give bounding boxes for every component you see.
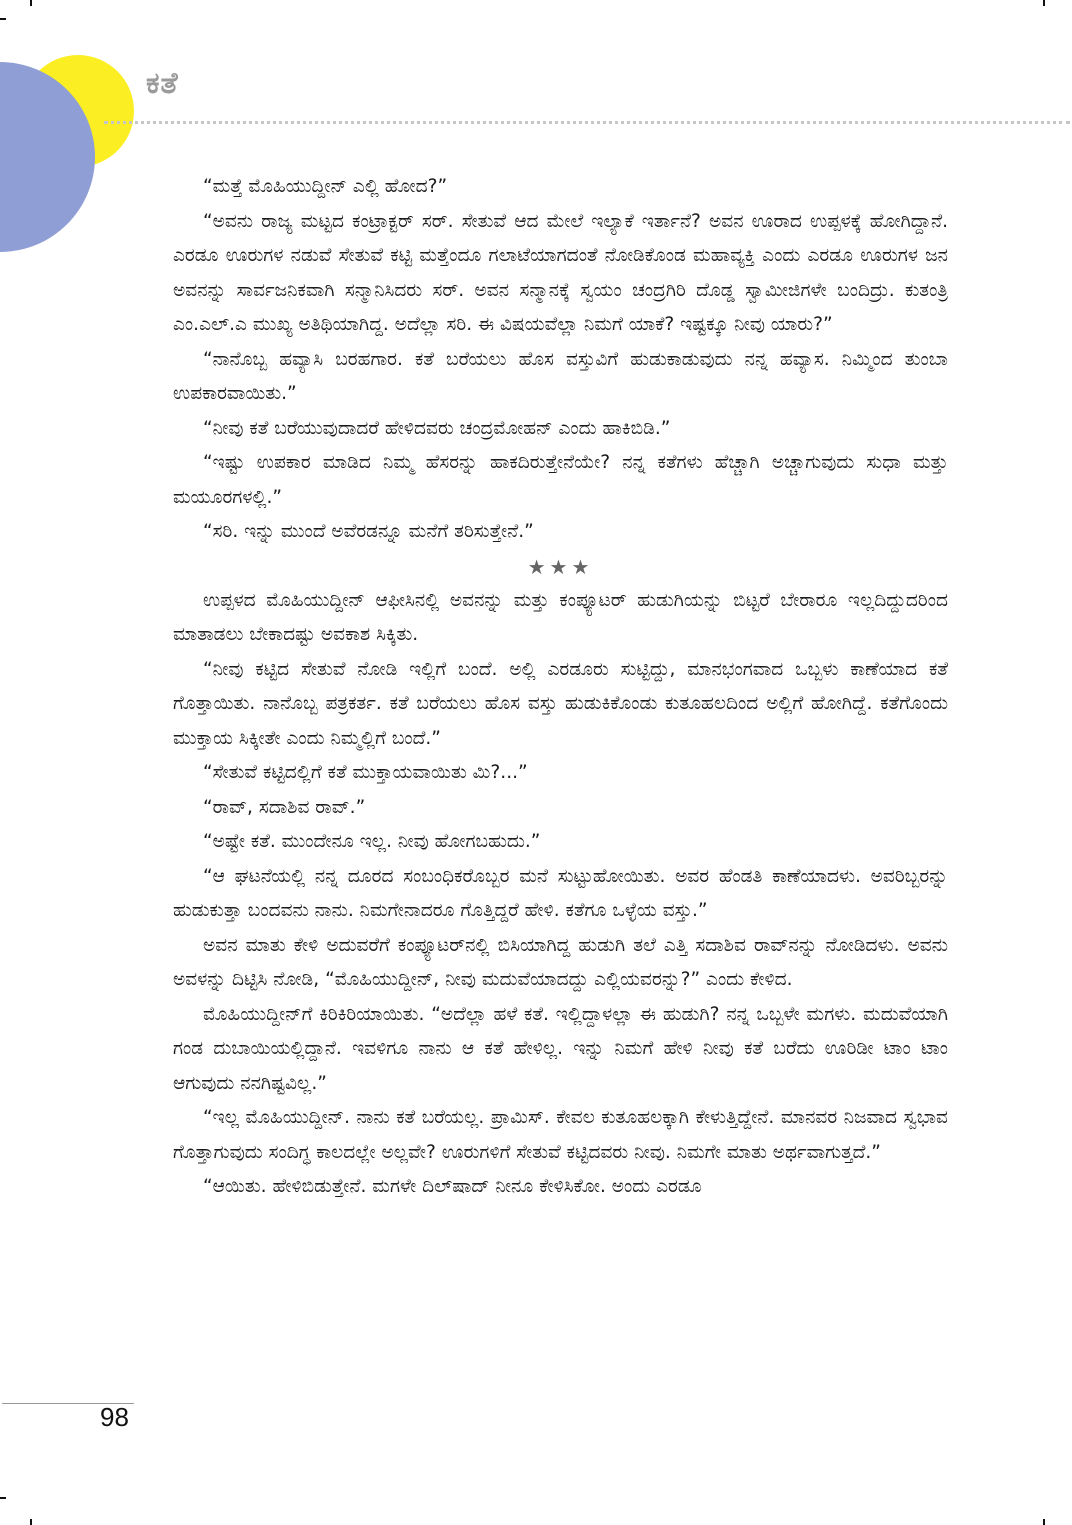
paragraph: “ಅವನು ರಾಜ್ಯ ಮಟ್ಟದ ಕಂಟ್ರಾಕ್ಟರ್ ಸರ್. ಸೇತುವೆ ಆದ ಮೇಲೆ ಇಲ್ಯಾಕೆ ಇರ್ತಾನೆ? ಅವನ ಊರಾದ ಉಪ್ಪಳಕ್ಕೆ ಹೋಗಿದ್ದಾನೆ. ಎರಡೂ ಊರುಗಳ ನಡುವೆ ಸೇತುವೆ ಕಟ್ಟಿ ಮತ್ತೆಂದೂ ಗಲಾಟೆಯಾಗದಂತೆ ನೋಡಿಕೊಂಡ ಮಹಾವ್ಯಕ್ತಿ ಎಂದು ಎರಡೂ ಊರುಗಳ ಜನ ಅವನನ್ನು ಸಾರ್ವಜನಿಕವಾಗಿ ಸನ್ಮಾನಿಸಿದರು ಸರ್. ಅವನ ಸನ್ಮಾನಕ್ಕೆ ಸ್ವಯಂ ಚಂದ್ರಗಿರಿ ದೊಡ್ಡ ಸ್ವಾಮೀಜಿಗಳೇ ಬಂದಿದ್ರು. ಕುತಂತ್ರಿ ಎಂ.ಎಲ್.ಎ ಮುಖ್ಯ ಅತಿಥಿಯಾಗಿದ್ದ. ಅದೆಲ್ಲಾ ಸರಿ. ಈ ವಿಷಯವೆಲ್ಲಾ ನಿಮಗೆ ಯಾಕೆ? ಇಷ್ಟಕ್ಕೂ ನೀವು ಯಾರು?” [173, 210, 948, 335]
paragraph: ಉಪ್ಪಳದ ಮೊಹಿಯುದ್ದೀನ್ ಆಫೀಸಿನಲ್ಲಿ ಅವನನ್ನು ಮತ್ತು ಕಂಪ್ಯೂಟರ್ ಹುಡುಗಿಯನ್ನು ಬಿಟ್ಟರೆ ಬೇರಾರೂ ಇಲ್ಲದಿದ್ದುದರಿಂದ ಮಾತಾಡಲು ಬೇಕಾದಷ್ಟು ಅವಕಾಶ ಸಿಕ್ಕಿತು. [173, 589, 948, 645]
paragraph: “ನಾನೊಬ್ಬ ಹವ್ಯಾಸಿ ಬರಹಗಾರ. ಕತೆ ಬರೆಯಲು ಹೊಸ ವಸ್ತುವಿಗೆ ಹುಡುಕಾಡುವುದು ನನ್ನ ಹವ್ಯಾಸ. ನಿಮ್ಮಿಂದ ತುಂಬಾ ಉಪಕಾರವಾಯಿತು.” [173, 348, 948, 404]
paragraph: ಅವನ ಮಾತು ಕೇಳಿ ಅದುವರೆಗೆ ಕಂಪ್ಯೂಟರ್‌ನಲ್ಲಿ ಬಿಸಿಯಾಗಿದ್ದ ಹುಡುಗಿ ತಲೆ ಎತ್ತಿ ಸದಾಶಿವ ರಾವ್‌ನನ್ನು ನೋಡಿದಳು. ಅವನು ಅವಳನ್ನು ದಿಟ್ಟಿಸಿ ನೋಡಿ, “ಮೊಹಿಯುದ್ದೀನ್, ನೀವು ಮದುವೆಯಾದದ್ದು ಎಲ್ಲಿಯವರನ್ನು?” ಎಂದು ಕೇಳಿದ. [173, 934, 948, 990]
paragraph: “ರಾವ್, ಸದಾಶಿವ ರಾವ್.” [203, 796, 366, 818]
paragraph: “ಆಯಿತು. ಹೇಳಿಬಿಡುತ್ತೇನೆ. ಮಗಳೇ ದಿಲ್‌ಷಾದ್ ನೀನೂ ಕೇಳಿಸಿಕೋ. ಅಂದು ಎರಡೂ [203, 1176, 702, 1197]
paragraph: “ಇಷ್ಟು ಉಪಕಾರ ಮಾಡಿದ ನಿಮ್ಮ ಹೆಸರನ್ನು ಹಾಕದಿರುತ್ತೇನೆಯೇ? ನನ್ನ ಕತೆಗಳು ಹೆಚ್ಚಾಗಿ ಅಚ್ಚಾಗುವುದು ಸುಧಾ ಮತ್ತು ಮಯೂರಗಳಲ್ಲಿ.” [173, 452, 948, 508]
header-dotted-rule [104, 121, 1070, 124]
crop-mark [1043, 0, 1045, 6]
paragraph: “ಅಷ್ಟೇ ಕತೆ. ಮುಂದೇನೂ ಇಲ್ಲ. ನೀವು ಹೋಗಬಹುದು.” [203, 831, 541, 852]
page-number: 98 [100, 1402, 129, 1432]
paragraph: “ಇಲ್ಲ ಮೊಹಿಯುದ್ದೀನ್. ನಾನು ಕತೆ ಬರೆಯಲ್ಲ. ಪ್ರಾಮಿಸ್. ಕೇವಲ ಕುತೂಹಲಕ್ಕಾಗಿ ಕೇಳುತ್ತಿದ್ದೇನೆ. ಮಾನವರ ನಿಜವಾದ ಸ್ವಭಾವ ಗೊತ್ತಾಗುವುದು ಸಂದಿಗ್ಧ ಕಾಲದಲ್ಲೇ ಅಲ್ಲವೇ? ಊರುಗಳಿಗೆ ಸೇತುವೆ ಕಟ್ಟಿದವರು ನೀವು. ನಿಮಗೇ ಮಾತು ಅರ್ಥವಾಗುತ್ತದೆ.” [173, 1107, 948, 1163]
section-title: ಕತೆ [146, 66, 179, 101]
paragraph: “ಆ ಘಟನೆಯಲ್ಲಿ ನನ್ನ ದೂರದ ಸಂಬಂಧಿಕರೊಬ್ಬರ ಮನೆ ಸುಟ್ಟುಹೋಯಿತು. ಅವರ ಹೆಂಡತಿ ಕಾಣೆಯಾದಳು. ಅವರಿಬ್ಬರನ್ನು ಹುಡುಕುತ್ತಾ ಬಂದವನು ನಾನು. ನಿಮಗೇನಾದರೂ ಗೊತ್ತಿದ್ದರೆ ಹೇಳಿ. ಕತೆಗೂ ಒಳ್ಳೆಯ ವಸ್ತು.” [173, 865, 948, 921]
crop-mark [1043, 1519, 1045, 1525]
paragraph: “ನೀವು ಕತೆ ಬರೆಯುವುದಾದರೆ ಹೇಳಿದವರು ಚಂದ್ರಮೋಹನ್ ಎಂದು ಹಾಕಿಬಿಡಿ.” [203, 417, 671, 439]
paragraph: “ಸೇತುವೆ ಕಟ್ಟಿದಲ್ಲಿಗೆ ಕತೆ ಮುಕ್ತಾಯವಾಯಿತು ಮಿ?...” [203, 762, 528, 783]
crop-mark [30, 0, 32, 6]
section-break-stars: ★★★ [527, 554, 594, 579]
paragraph: “ಸರಿ. ಇನ್ನು ಮುಂದೆ ಅವೆರಡನ್ನೂ ಮನೆಗೆ ತರಿಸುತ್ತೇನೆ.” [203, 521, 534, 542]
crop-mark [0, 18, 6, 20]
paragraph: ಮೊಹಿಯುದ್ದೀನ್‌ಗೆ ಕಿರಿಕಿರಿಯಾಯಿತು. “ಅದೆಲ್ಲಾ ಹಳೆ ಕತೆ. ಇಲ್ಲಿದ್ದಾಳಲ್ಲಾ ಈ ಹುಡುಗಿ? ನನ್ನ ಒಬ್ಬಳೇ ಮಗಳು. ಮದುವೆಯಾಗಿ ಗಂಡ ದುಬಾಯಿಯಲ್ಲಿದ್ದಾನೆ. ಇವಳಿಗೂ ನಾನು ಆ ಕತೆ ಹೇಳಿಲ್ಲ. ಇನ್ನು ನಿಮಗೆ ಹೇಳಿ ನೀವು ಕತೆ ಬರೆದು ಊರಿಡೀ ಟಾಂ ಟಾಂ ಆಗುವುದು ನನಗಿಷ್ಟವಿಲ್ಲ.” [173, 1003, 948, 1094]
story-text [173, 170, 948, 1205]
paragraph: “ಮತ್ತೆ ಮೊಹಿಯುದ್ದೀನ್ ಎಲ್ಲಿ ಹೋದ?” [203, 176, 448, 197]
crop-mark [30, 1519, 32, 1525]
crop-mark [0, 1497, 6, 1499]
paragraph: “ನೀವು ಕಟ್ಟಿದ ಸೇತುವೆ ನೋಡಿ ಇಲ್ಲಿಗೆ ಬಂದೆ. ಅಲ್ಲಿ ಎರಡೂರು ಸುಟ್ಟಿದ್ದು, ಮಾನಭಂಗವಾದ ಒಬ್ಬಳು ಕಾಣೆಯಾದ ಕತೆ ಗೊತ್ತಾಯಿತು. ನಾನೊಬ್ಬ ಪತ್ರಕರ್ತ. ಕತೆ ಬರೆಯಲು ಹೊಸ ವಸ್ತು ಹುಡುಕಿಕೊಂಡು ಕುತೂಹಲದಿಂದ ಅಲ್ಲಿಗೆ ಹೋಗಿದ್ದೆ. ಕತೆಗೊಂದು ಮುಕ್ತಾಯ ಸಿಕ್ಕೀತೇ ಎಂದು ನಿಮ್ಮಲ್ಲಿಗೆ ಬಂದೆ.” [173, 658, 948, 749]
